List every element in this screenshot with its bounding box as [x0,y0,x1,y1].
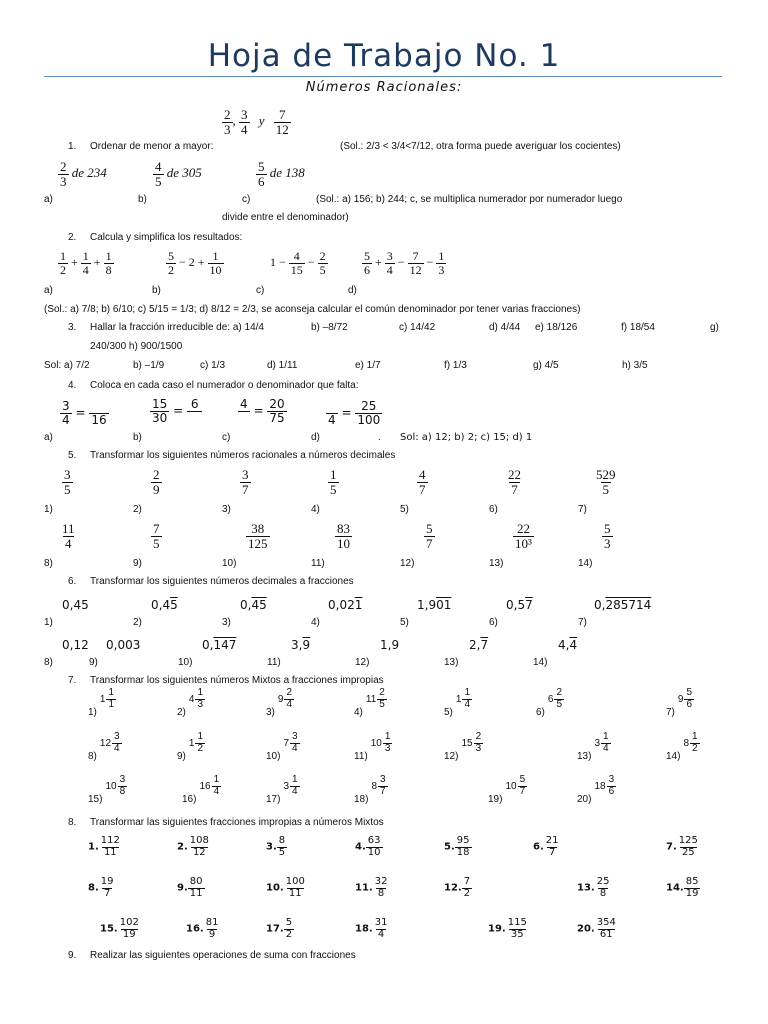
fraction: $\frac{22}{7}$ [508,467,521,497]
decimal-number: 1,901 [417,598,452,612]
mixed-number-item [88,731,122,762]
fraction: $\frac{63}{10}$ [367,835,381,858]
improper-fraction-item [666,877,700,899]
item-label: 7) [578,617,587,628]
item-label: 8) [44,657,53,668]
mixed-fraction: $\frac{2}{3}$ [475,731,482,754]
equation-d: 4 = $\frac{25}{100}$ [328,399,381,427]
item-label: 10. [266,882,284,894]
fraction: $\frac{102}{19}$ [119,917,139,940]
mixed-number-item [577,731,611,762]
item-label: 12) [444,751,459,762]
fraction: $\frac{125}{25}$ [678,835,698,858]
item-text: d) 4/44 [489,322,521,333]
expression-d: $\frac{5}{6}$ + $\frac{3}{4}$ − $\frac{7}{12}$ − $\frac{1}{3}$ [364,249,445,277]
item-label: 14) [578,558,593,569]
item-label: 7) [578,504,587,515]
mixed-number-item [444,731,483,762]
decimal-number: 3,9 [291,638,311,652]
item-label: 5) [444,707,453,718]
mixed-number-item [88,774,127,805]
item-label: 6) [536,707,545,718]
mixed-fraction: $\frac{2}{5}$ [379,687,385,710]
question-text: Coloca en cada caso el numerador o denominador que falta: [90,380,359,391]
solution-text: c) 1/3 [200,360,226,371]
item-label: 7. [666,841,677,853]
equation-c: 4 = $\frac{20}{75}$ [240,397,285,425]
solution-text: f) 1/3 [444,360,467,371]
item-label: 11) [267,657,281,668]
question-number: 1. [68,141,77,152]
question-text: Hallar la fracción irreducible de: a) 14/4 [90,322,264,333]
item-label: 3) [266,707,275,718]
fraction: $\frac{81}{9}$ [205,917,219,940]
mixed-whole: 1 [99,693,106,705]
mixed-number-item [444,687,472,718]
item-label: 11) [311,558,325,569]
improper-fraction-item [355,836,383,858]
mixed-number-item [354,774,388,805]
item-label: 9) [177,751,186,762]
mixed-whole: 3 [594,737,601,749]
item-label: 8) [88,751,97,762]
decimal-number: 0,003 [106,638,141,652]
fraction: $\frac{8}{5}$ [278,835,286,858]
item-label: a) [44,285,53,296]
title-divider [44,76,722,77]
item-label: 17. [266,923,284,935]
mixed-whole: 6 [547,693,554,705]
fraction: $\frac{108}{12}$ [189,835,209,858]
decimal-number: 0,147 [202,638,237,652]
question-number: 4. [68,380,77,391]
question-text: Calcula y simplifica los resultados: [90,232,243,243]
mixed-fraction: $\frac{1}{2}$ [692,731,698,754]
expression-a: $\frac{2}{3}$ de 234 [60,159,107,189]
question-text: Transformar los siguientes números racionales a números decimales [90,450,396,461]
mixed-number-item [177,687,205,718]
item-label: 2) [177,707,186,718]
item-label: 3) [222,617,231,628]
item-label: b) [152,285,161,296]
item-label: c) [256,285,265,296]
mixed-number-item [266,731,300,762]
item-label: 6) [489,617,498,628]
item-label: 5) [400,617,409,628]
mixed-fraction: $\frac{1}{1}$ [108,687,115,710]
mixed-number-item [666,687,694,718]
item-label: 18) [354,794,369,805]
mixed-number-item [266,774,300,805]
item-label: 12. [444,882,462,894]
fraction: $\frac{5}{7}$ [426,521,433,551]
decimal-number: 4,4 [558,638,578,652]
item-label: d) [311,432,320,443]
expression-c: $\frac{5}{6}$ de 138 [258,159,305,189]
item-label: 5) [400,504,409,515]
item-label: 13. [577,882,595,894]
page-title: Hoja de Trabajo No. 1 [207,38,561,74]
equation-a: $\frac{3}{4}$ = 16 [62,399,107,427]
improper-fraction-item [444,836,472,858]
item-label: 5. [444,841,455,853]
decimal-number: 0,57 [506,598,533,612]
fraction: $\frac{7}{5}$ [153,521,160,551]
mixed-whole: 12 [99,737,112,749]
item-label: 4) [354,707,363,718]
item-label: c) [222,432,231,443]
fraction: $\frac{80}{11}$ [189,876,203,899]
item-label: 2) [133,617,142,628]
fraction: $\frac{529}{5}$ [596,467,616,497]
improper-fraction-item [577,918,618,940]
fraction: $\frac{2}{3}$ [224,107,231,137]
item-label: 17) [266,794,281,805]
solution-text: Sol: a) 7/2 [44,360,90,371]
item-label: 4) [311,617,320,628]
solution-text: (Sol.: a) 156; b) 244; c, se multiplica numerador por numerador luego [316,194,623,205]
mixed-whole: 8 [371,780,378,792]
improper-fraction-item [266,836,287,858]
question-text: Realizar las siguientes operaciones de suma con fracciones [90,950,356,961]
equation-b: $\frac{15}{30}$ = 6 [150,398,202,424]
fraction: $\frac{112}{11}$ [100,835,120,858]
mixed-fraction: $\frac{3}{7}$ [380,774,386,797]
item-label: 15. [100,923,118,935]
fraction: $\frac{7}{12}$ [275,107,289,137]
mixed-fraction: $\frac{5}{7}$ [519,774,526,797]
item-label: 3) [222,504,231,515]
improper-fraction-item [177,836,211,858]
fraction: $\frac{38}{125}$ [248,521,268,551]
item-label: 12) [400,558,415,569]
item-label: a) [44,432,53,443]
expression-b: $\frac{4}{5}$ de 305 [155,159,202,189]
mixed-whole: 15 [461,737,473,749]
improper-fraction-item [533,836,561,858]
item-text: . [378,432,381,443]
item-label: 11. [355,882,373,894]
item-text: 240/300 h) 900/1500 [90,341,183,352]
mixed-fraction: $\frac{2}{5}$ [556,687,563,710]
fraction: $\frac{11}{4}$ [62,521,75,551]
improper-fraction-item [577,877,611,899]
mixed-whole: 7 [283,737,290,749]
solution-text: g) 4/5 [533,360,559,371]
solution-text: divide entre el denominador) [222,212,349,223]
item-label: 14. [666,882,684,894]
mixed-fraction: $\frac{1}{2}$ [197,731,204,754]
mixed-whole: 10 [505,780,517,792]
fraction: $\frac{2}{9}$ [153,467,160,497]
mixed-whole: 9 [277,693,284,705]
item-label: c) [242,194,251,205]
improper-fraction-item [444,877,472,899]
item-label: 20. [577,923,595,935]
item-label: 8. [88,882,99,894]
item-label: 4. [355,841,366,853]
item-label: b) [138,194,147,205]
item-label: 3. [266,841,277,853]
mixed-fraction: $\frac{1}{4}$ [464,687,471,710]
question-text: Transformar los siguientes números Mixtos a fracciones impropias [90,675,384,686]
solution-text: b) –1/9 [133,360,165,371]
item-label: 8) [44,558,53,569]
improper-fraction-item [488,918,529,940]
improper-fraction-item [88,836,122,858]
item-label: 18. [355,923,373,935]
decimal-number: 0,45 [240,598,267,612]
item-text: c) 14/42 [399,322,436,333]
mixed-fraction: $\frac{3}{4}$ [292,731,298,754]
fraction: $\frac{22}{\text{10³}}$ [515,521,532,551]
mixed-number-item [488,774,527,805]
question-number: 2. [68,232,77,243]
fraction: $\frac{31}{4}$ [374,917,388,940]
solution-text: e) 1/7 [355,360,381,371]
mixed-fraction: $\frac{3}{4}$ [114,731,120,754]
question-number: 7. [68,675,77,686]
mixed-whole: 1 [188,737,195,749]
mixed-fraction: $\frac{2}{4}$ [286,687,293,710]
mixed-number-item [354,687,387,718]
mixed-fraction: $\frac{1}{4}$ [213,774,220,797]
fraction: $\frac{100}{11}$ [285,876,305,899]
improper-fraction-item [355,918,389,940]
solution-text: d) 1/11 [267,360,298,371]
item-label: 10) [222,558,237,569]
mixed-fraction: $\frac{3}{6}$ [608,774,615,797]
fraction: $\frac{5}{3}$ [604,521,611,551]
item-label: 9. [177,882,188,894]
question-number: 6. [68,576,77,587]
decimal-number: 0,285714 [594,598,652,612]
expression-a: $\frac{1}{2}$ + $\frac{1}{4}$ + $\frac{1}{8}$ [60,249,112,277]
decimal-number: 0,45 [62,598,89,612]
item-text: b) –8/72 [311,322,348,333]
question-text: Ordenar de menor a mayor: [90,141,214,152]
improper-fraction-item [266,918,294,940]
item-label: 13) [577,751,592,762]
improper-fraction-item [177,877,205,899]
item-label: 1) [88,707,97,718]
decimal-number: 2,7 [469,638,489,652]
improper-fraction-item [100,918,141,940]
item-label: 19. [488,923,506,935]
fraction: $\frac{95}{18}$ [456,835,470,858]
solution-text: h) 3/5 [622,360,648,371]
given-fractions: $\frac{2}{3}$ , $\frac{3}{4}$ y $\frac{7}{12}$ [224,107,289,137]
fraction: $\frac{7}{2}$ [463,876,471,899]
mixed-whole: 16 [199,780,211,792]
decimal-number: 0,45 [151,598,178,612]
item-text: g) [710,322,719,333]
item-label: a) [44,194,53,205]
fraction: $\frac{354}{61}$ [596,917,616,940]
item-label: b) [133,432,142,443]
mixed-fraction: $\frac{5}{6}$ [686,687,693,710]
fraction: $\frac{25}{8}$ [596,876,610,899]
solution-text: (Sol.: 2/3 < 3/4<7/12, otra forma puede averiguar los cocientes) [340,141,621,152]
improper-fraction-item [266,877,307,899]
fraction: $\frac{21}{7}$ [545,835,559,858]
solution-text: Sol: a) 12; b) 2; c) 15; d) 1 [400,432,533,443]
decimal-number: 0,12 [62,638,89,652]
item-label: 2. [177,841,188,853]
item-label: 10) [178,657,193,668]
item-label: 1) [44,504,53,515]
item-label: 11) [354,751,368,762]
improper-fraction-item [355,877,389,899]
mixed-fraction: $\frac{1}{3}$ [384,731,391,754]
question-number: 3. [68,322,77,333]
item-label: 14) [666,751,681,762]
mixed-whole: 8 [683,737,690,749]
item-label: 12) [355,657,370,668]
mixed-fraction: $\frac{1}{3}$ [197,687,204,710]
fraction: $\frac{3}{5}$ [64,467,71,497]
question-number: 5. [68,450,77,461]
mixed-whole: 3 [283,780,290,792]
expression-c: 1 − $\frac{4}{15}$ − $\frac{2}{5}$ [270,249,326,277]
improper-fraction-item [666,836,700,858]
improper-fraction-item [186,918,220,940]
mixed-number-item [577,774,616,805]
mixed-fraction: $\frac{3}{8}$ [119,774,126,797]
fraction: $\frac{19}{7}$ [100,876,114,899]
item-label: 13) [444,657,459,668]
item-label: 2) [133,504,142,515]
item-label: 19) [488,794,503,805]
fraction: $\frac{83}{10}$ [337,521,350,551]
mixed-number-item [266,687,294,718]
mixed-whole: 11 [365,693,377,705]
fraction: $\frac{3}{4}$ [241,107,248,137]
item-label: 4) [311,504,320,515]
fraction: $\frac{3}{7}$ [242,467,249,497]
decimal-number: 0,021 [328,598,363,612]
item-label: 15) [88,794,103,805]
expression-b: $\frac{5}{2}$ − 2 + $\frac{1}{10}$ [168,249,222,277]
mixed-number-item [536,687,564,718]
fraction: $\frac{1}{5}$ [330,467,337,497]
fraction: $\frac{85}{19}$ [685,876,699,899]
fraction: $\frac{4}{7}$ [419,467,426,497]
item-label: 20) [577,794,592,805]
mixed-fraction: $\frac{1}{4}$ [603,731,609,754]
mixed-number-item [88,687,116,718]
mixed-whole: 9 [677,693,684,705]
fraction: $\frac{32}{8}$ [374,876,388,899]
mixed-whole: 18 [594,780,606,792]
decimal-number: 1,9 [380,638,400,652]
item-label: 10) [266,751,281,762]
question-number: 8. [68,817,77,828]
solution-text: (Sol.: a) 7/8; b) 6/10; c) 5/15 = 1/3; d) 8/12 = 2/3, se aconseja calcular el común denominador por tener varias fracciones) [44,304,581,315]
item-label: d) [348,285,357,296]
fraction: $\frac{115}{35}$ [507,917,527,940]
improper-fraction-item [88,877,116,899]
fraction: $\frac{5}{2}$ [285,917,293,940]
mixed-number-item [182,774,221,805]
question-text: Transformar los siguientes números decimales a fracciones [90,576,354,587]
item-text: e) 18/126 [535,322,578,333]
mixed-whole: 10 [370,737,382,749]
question-text: Transformar las siguientes fracciones impropias a números Mixtos [90,817,384,828]
mixed-number-item [354,731,392,762]
question-number: 9. [68,950,77,961]
item-label: 9) [89,657,98,668]
mixed-number-item [177,731,205,762]
item-label: 6. [533,841,544,853]
mixed-whole: 1 [455,693,462,705]
mixed-whole: 10 [105,780,117,792]
item-text: f) 18/54 [621,322,655,333]
mixed-number-item [666,731,700,762]
item-label: 9) [133,558,142,569]
item-label: 14) [533,657,548,668]
mixed-whole: 4 [188,693,195,705]
item-label: 16. [186,923,204,935]
item-label: 6) [489,504,498,515]
item-label: 7) [666,707,675,718]
mixed-fraction: $\frac{1}{4}$ [292,774,298,797]
item-label: 1) [44,617,53,628]
item-label: 13) [489,558,504,569]
page-subtitle: Números Racionales: [305,80,463,95]
item-label: 16) [182,794,197,805]
item-label: 1. [88,841,99,853]
